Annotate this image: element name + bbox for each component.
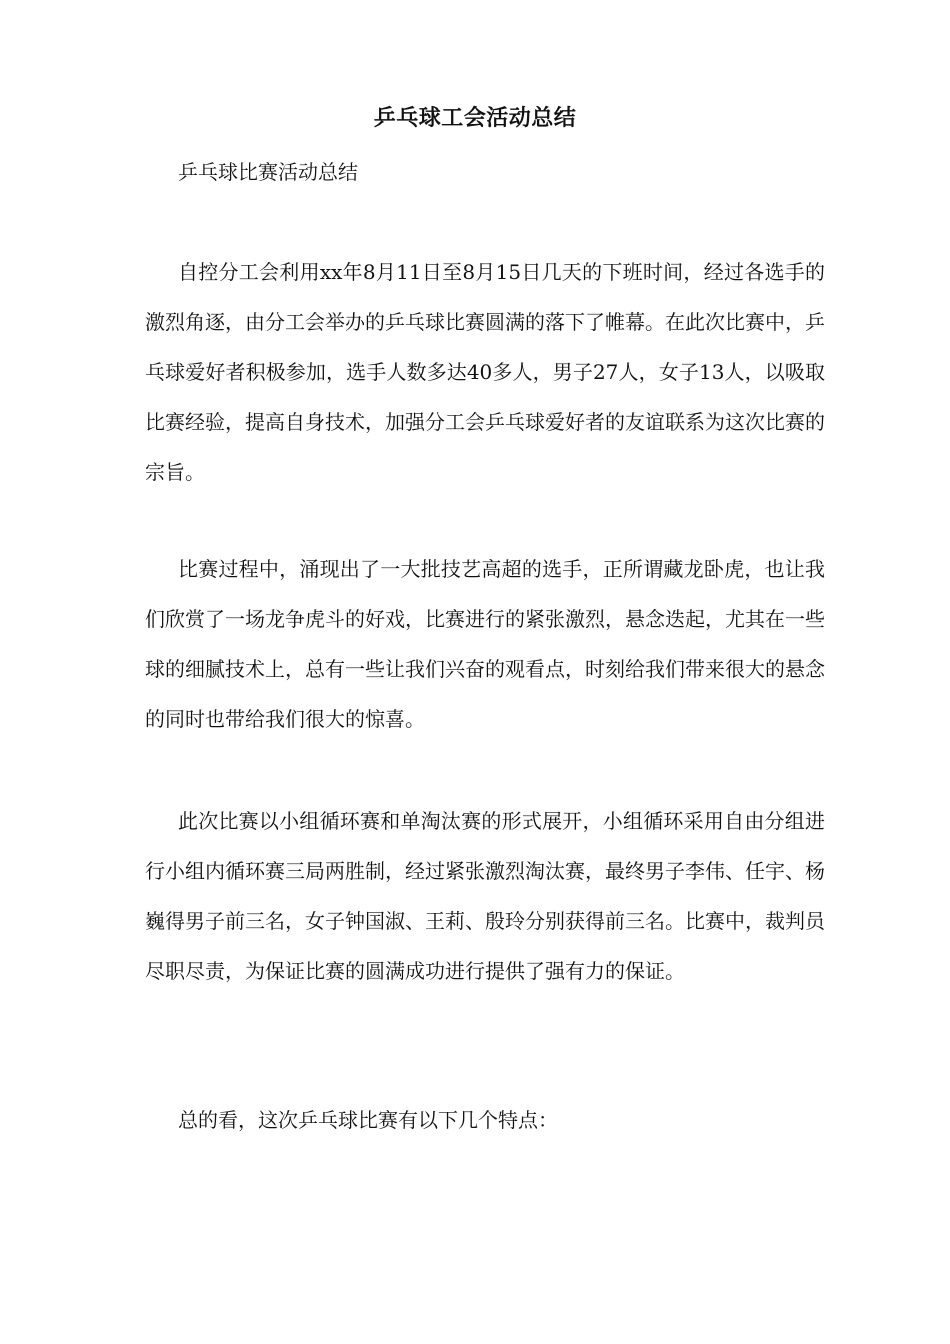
paragraph-results: 此次比赛以小组循环赛和单淘汰赛的形式展开，小组循环采用自由分组进行小组内循环赛三局两胜制，经过紧张激烈淘汰赛，最终男子李伟、任宇、杨巍得男子前三名，女子钟国淑、王莉、殷玲分别获得前三名。比赛中，裁判员尽职尽责，为保证比赛的圆满成功进行提供了强有力的保证。 — [145, 809, 825, 983]
document-title: 乒乓球工会活动总结 — [373, 105, 577, 131]
document-subtitle: 乒乓球比赛活动总结 — [178, 160, 358, 184]
paragraph-process: 比赛过程中，涌现出了一大批技艺高超的选手，正所谓藏龙卧虎，也让我们欣赏了一场龙争虎斗的好戏，比赛进行的紧张激烈，悬念迭起，尤其在一些球的细腻技术上，总有一些让我们兴奋的观看点，时刻给我们带来很大的悬念的同时也带给我们很大的惊喜。 — [145, 557, 825, 731]
paragraph-schedule: 自控分工会利用xx年8月11日至8月15日几天的下班时间，经过各选手的激烈角逐，由分工会举办的乒乓球比赛圆满的落下了帷幕。在此次比赛中，乒乓球爱好者积极参加，选手人数多达40多人，男子27人，女子13人，以吸取比赛经验，提高自身技术，加强分工会乒乓球爱好者的友谊联系为这次比赛的宗旨。 — [145, 260, 825, 484]
paragraph-summary: 总的看，这次乒乓球比赛有以下几个特点： — [178, 1108, 558, 1132]
